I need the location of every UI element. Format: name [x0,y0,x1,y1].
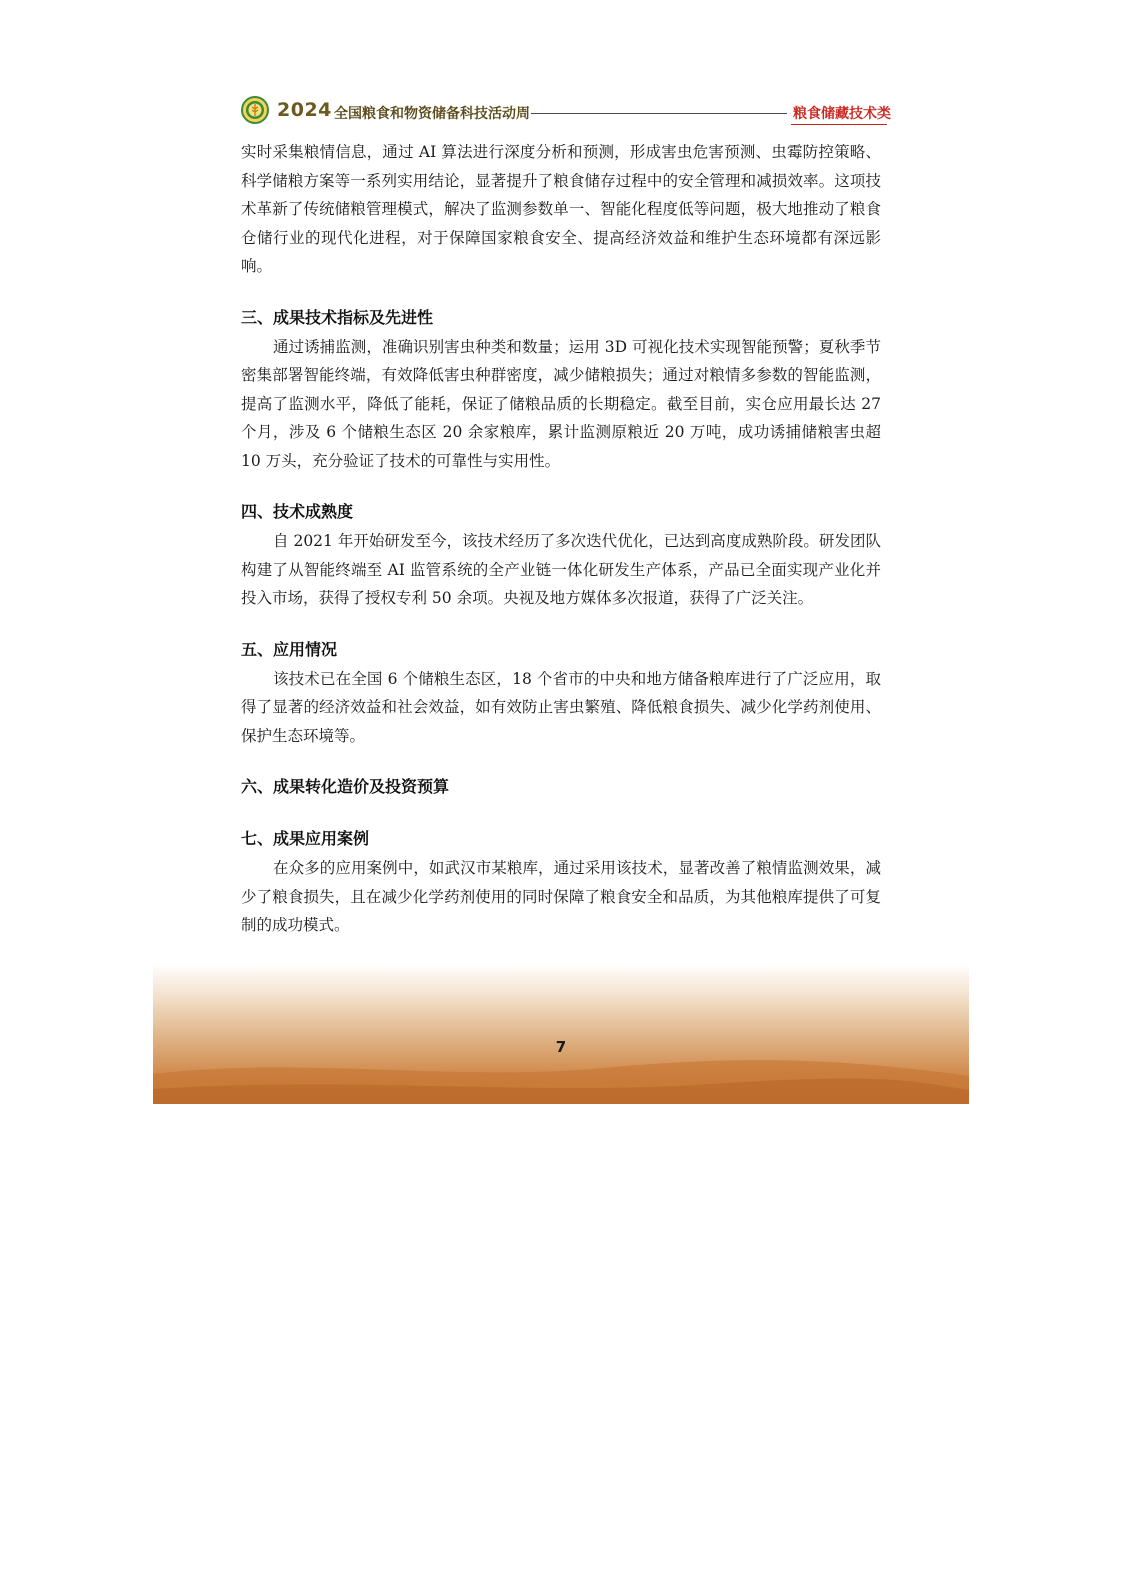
header-divider [531,113,787,114]
footer-decoration [153,964,969,1104]
section-heading-indicators: 三、成果技术指标及先进性 [241,307,434,327]
section-body-application: 该技术已在全国 6 个储粮生态区，18 个省市的中央和地方储备粮库进行了广泛应用，取得了显著的经济效益和社会效益，如有效防止害虫繁殖、降低粮食损失、减少化学药剂使用、保护生态环境等。 [241,669,881,745]
document-body [241,138,881,940]
page-footer [153,964,969,1104]
section-heading-investment: 六、成果转化造价及投资预算 [241,777,450,796]
section-heading-maturity: 四、技术成熟度 [241,502,354,521]
section-body-maturity: 自 2021 年开始研发至今，该技术经历了多次迭代优化，已达到高度成熟阶段。研发团队构建了从智能终端至 AI 监管系统的全产业链一体化研发生产体系，产品已全面实现产业化并投入市场，获得了授权专利 50 余项。央视及地方媒体多次报道，获得了广泛关注。 [241,532,881,607]
header-category-underline [791,124,887,125]
header-year: 2024 [277,99,332,121]
page-header [241,96,889,130]
header-category: 粮食储藏技术类 [793,106,891,122]
document-page [153,86,969,1104]
section-heading-application: 五、应用情况 [241,639,338,659]
grain-emblem-icon [241,96,269,124]
page-number: 7 [555,1038,567,1056]
section-body-indicators: 通过诱捕监测，准确识别害虫种类和数量；运用 3D 可视化技术实现智能预警；夏秋季节密集部署智能终端，有效降低害虫种群密度，减少储粮损失；通过对粮情多参数的智能监测，提高了监测水平，降低了能耗，保证了储粮品质的长期稳定。截至目前，实仓应用最长达 27 个月，涉及 6 个储粮生态区 20 余家粮库，累计监测原粮近 20 万吨，成功诱捕储粮害虫超 10 万头，充分验证了技术的可靠性与实用性。 [241,337,881,470]
header-title: 全国粮食和物资储备科技活动周 [334,106,530,122]
intro-paragraph: 实时采集粮情信息，通过 AI 算法进行深度分析和预测，形成害虫危害预测、虫霉防控策略、科学储粮方案等一系列实用结论，显著提升了粮食储存过程中的安全管理和减损效率。这项技术革新了传统储粮管理模式，解决了监测参数单一、智能化程度低等问题，极大地推动了粮食仓储行业的现代化进程，对于保障国家粮食安全、提高经济效益和维护生态环境都有深远影响。 [241,143,881,275]
section-heading-cases: 七、成果应用案例 [241,829,370,848]
section-body-cases: 在众多的应用案例中，如武汉市某粮库，通过采用该技术，显著改善了粮情监测效果，减少了粮食损失，且在减少化学药剂使用的同时保障了粮食安全和品质，为其他粮库提供了可复制的成功模式。 [241,859,881,934]
